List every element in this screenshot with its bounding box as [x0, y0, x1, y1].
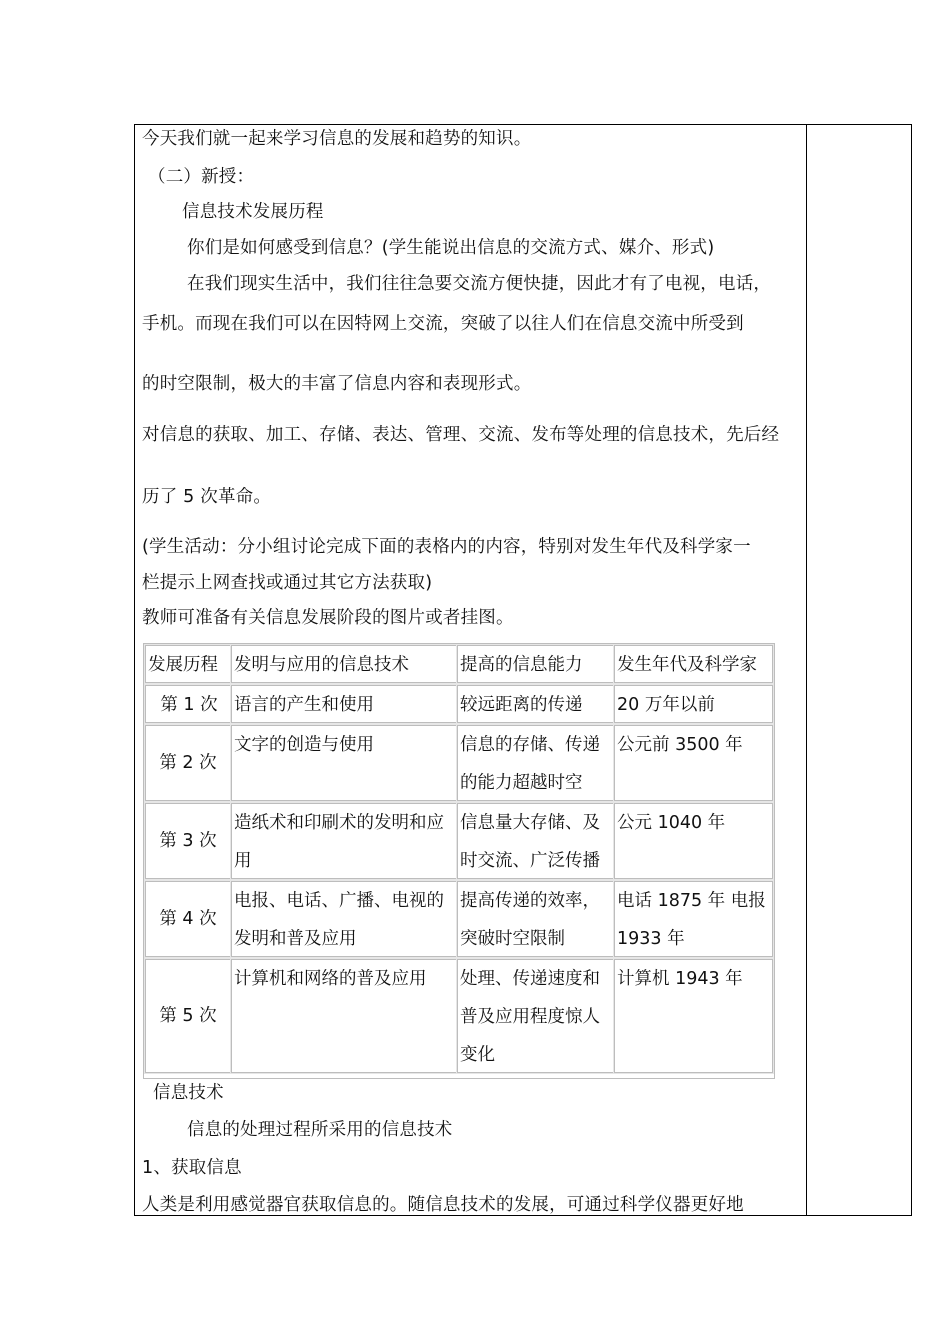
- paragraph-line-1: 在我们现实生活中，我们往往急要交流方便快捷，因此才有了电视，电话，: [187, 274, 772, 294]
- table-cell: 造纸术和印刷术的发明和应用: [231, 803, 457, 879]
- section-label: 信息技术: [153, 1083, 224, 1103]
- table-cell: 信息量大存储、及时交流、广泛传播: [457, 803, 614, 879]
- paragraph-line-4: 对信息的获取、加工、存储、表达、管理、交流、发布等处理的信息技术，先后经: [142, 425, 780, 445]
- paragraph-line-2: 手机。而现在我们可以在因特网上交流，突破了以往人们在信息交流中所受到: [142, 314, 744, 334]
- table-cell-stage: 第 1 次: [145, 685, 231, 723]
- table-header-cell: 发明与应用的信息技术: [231, 645, 457, 683]
- subsection-heading: 信息的处理过程所采用的信息技术: [187, 1120, 453, 1140]
- table-cell-stage: 第 3 次: [145, 803, 231, 879]
- table-header-cell: 发生年代及科学家: [614, 645, 773, 683]
- table-cell: 电话 1875 年 电报 1933 年: [614, 881, 773, 957]
- step-heading: 1、获取信息: [142, 1158, 242, 1178]
- table-cell: 公元 1040 年: [614, 803, 773, 879]
- table-cell: 语言的产生和使用: [231, 685, 457, 723]
- table-cell-stage: 第 5 次: [145, 959, 231, 1073]
- table-cell: 电报、电话、广播、电视的发明和普及应用: [231, 881, 457, 957]
- table-cell: 信息的存储、传递的能力超越时空: [457, 725, 614, 801]
- table-cell: 计算机 1943 年: [614, 959, 773, 1073]
- table-cell-stage: 第 4 次: [145, 881, 231, 957]
- activity-line-2: 栏提示上网查找或通过其它方法获取): [142, 573, 433, 593]
- subheading: 信息技术发展历程: [182, 202, 324, 222]
- table-cell: 计算机和网络的普及应用: [231, 959, 457, 1073]
- table-cell: 提高传递的效率，突破时空限制: [457, 881, 614, 957]
- paragraph-line-5: 历了 5 次革命。: [142, 487, 272, 507]
- body-line: 人类是利用感觉器官获取信息的。随信息技术的发展，可通过科学仪器更好地: [142, 1195, 744, 1215]
- table-cell-stage: 第 2 次: [145, 725, 231, 801]
- table-cell: 公元前 3500 年: [614, 725, 773, 801]
- section-heading: （二）新授：: [148, 167, 255, 187]
- question-line: 你们是如何感受到信息？(学生能说出信息的交流方式、媒介、形式): [187, 238, 715, 258]
- table-cell: 较远距离的传递: [457, 685, 614, 723]
- table-cell: 20 万年以前: [614, 685, 773, 723]
- teacher-note: 教师可准备有关信息发展阶段的图片或者挂图。: [142, 608, 514, 628]
- paragraph-line-3: 的时空限制，极大的丰富了信息内容和表现形式。: [142, 374, 532, 394]
- table-cell: 处理、传递速度和普及应用程度惊人变化: [457, 959, 614, 1073]
- table-header-cell: 提高的信息能力: [457, 645, 614, 683]
- intro-line-1: 今天我们就一起来学习信息的发展和趋势的知识。: [142, 129, 532, 149]
- table-header-cell: 发展历程: [145, 645, 231, 683]
- table-cell: 文字的创造与使用: [231, 725, 457, 801]
- column-divider: [806, 124, 807, 1216]
- activity-line-1: (学生活动：分小组讨论完成下面的表格内的内容，特别对发生年代及科学家一: [142, 537, 751, 557]
